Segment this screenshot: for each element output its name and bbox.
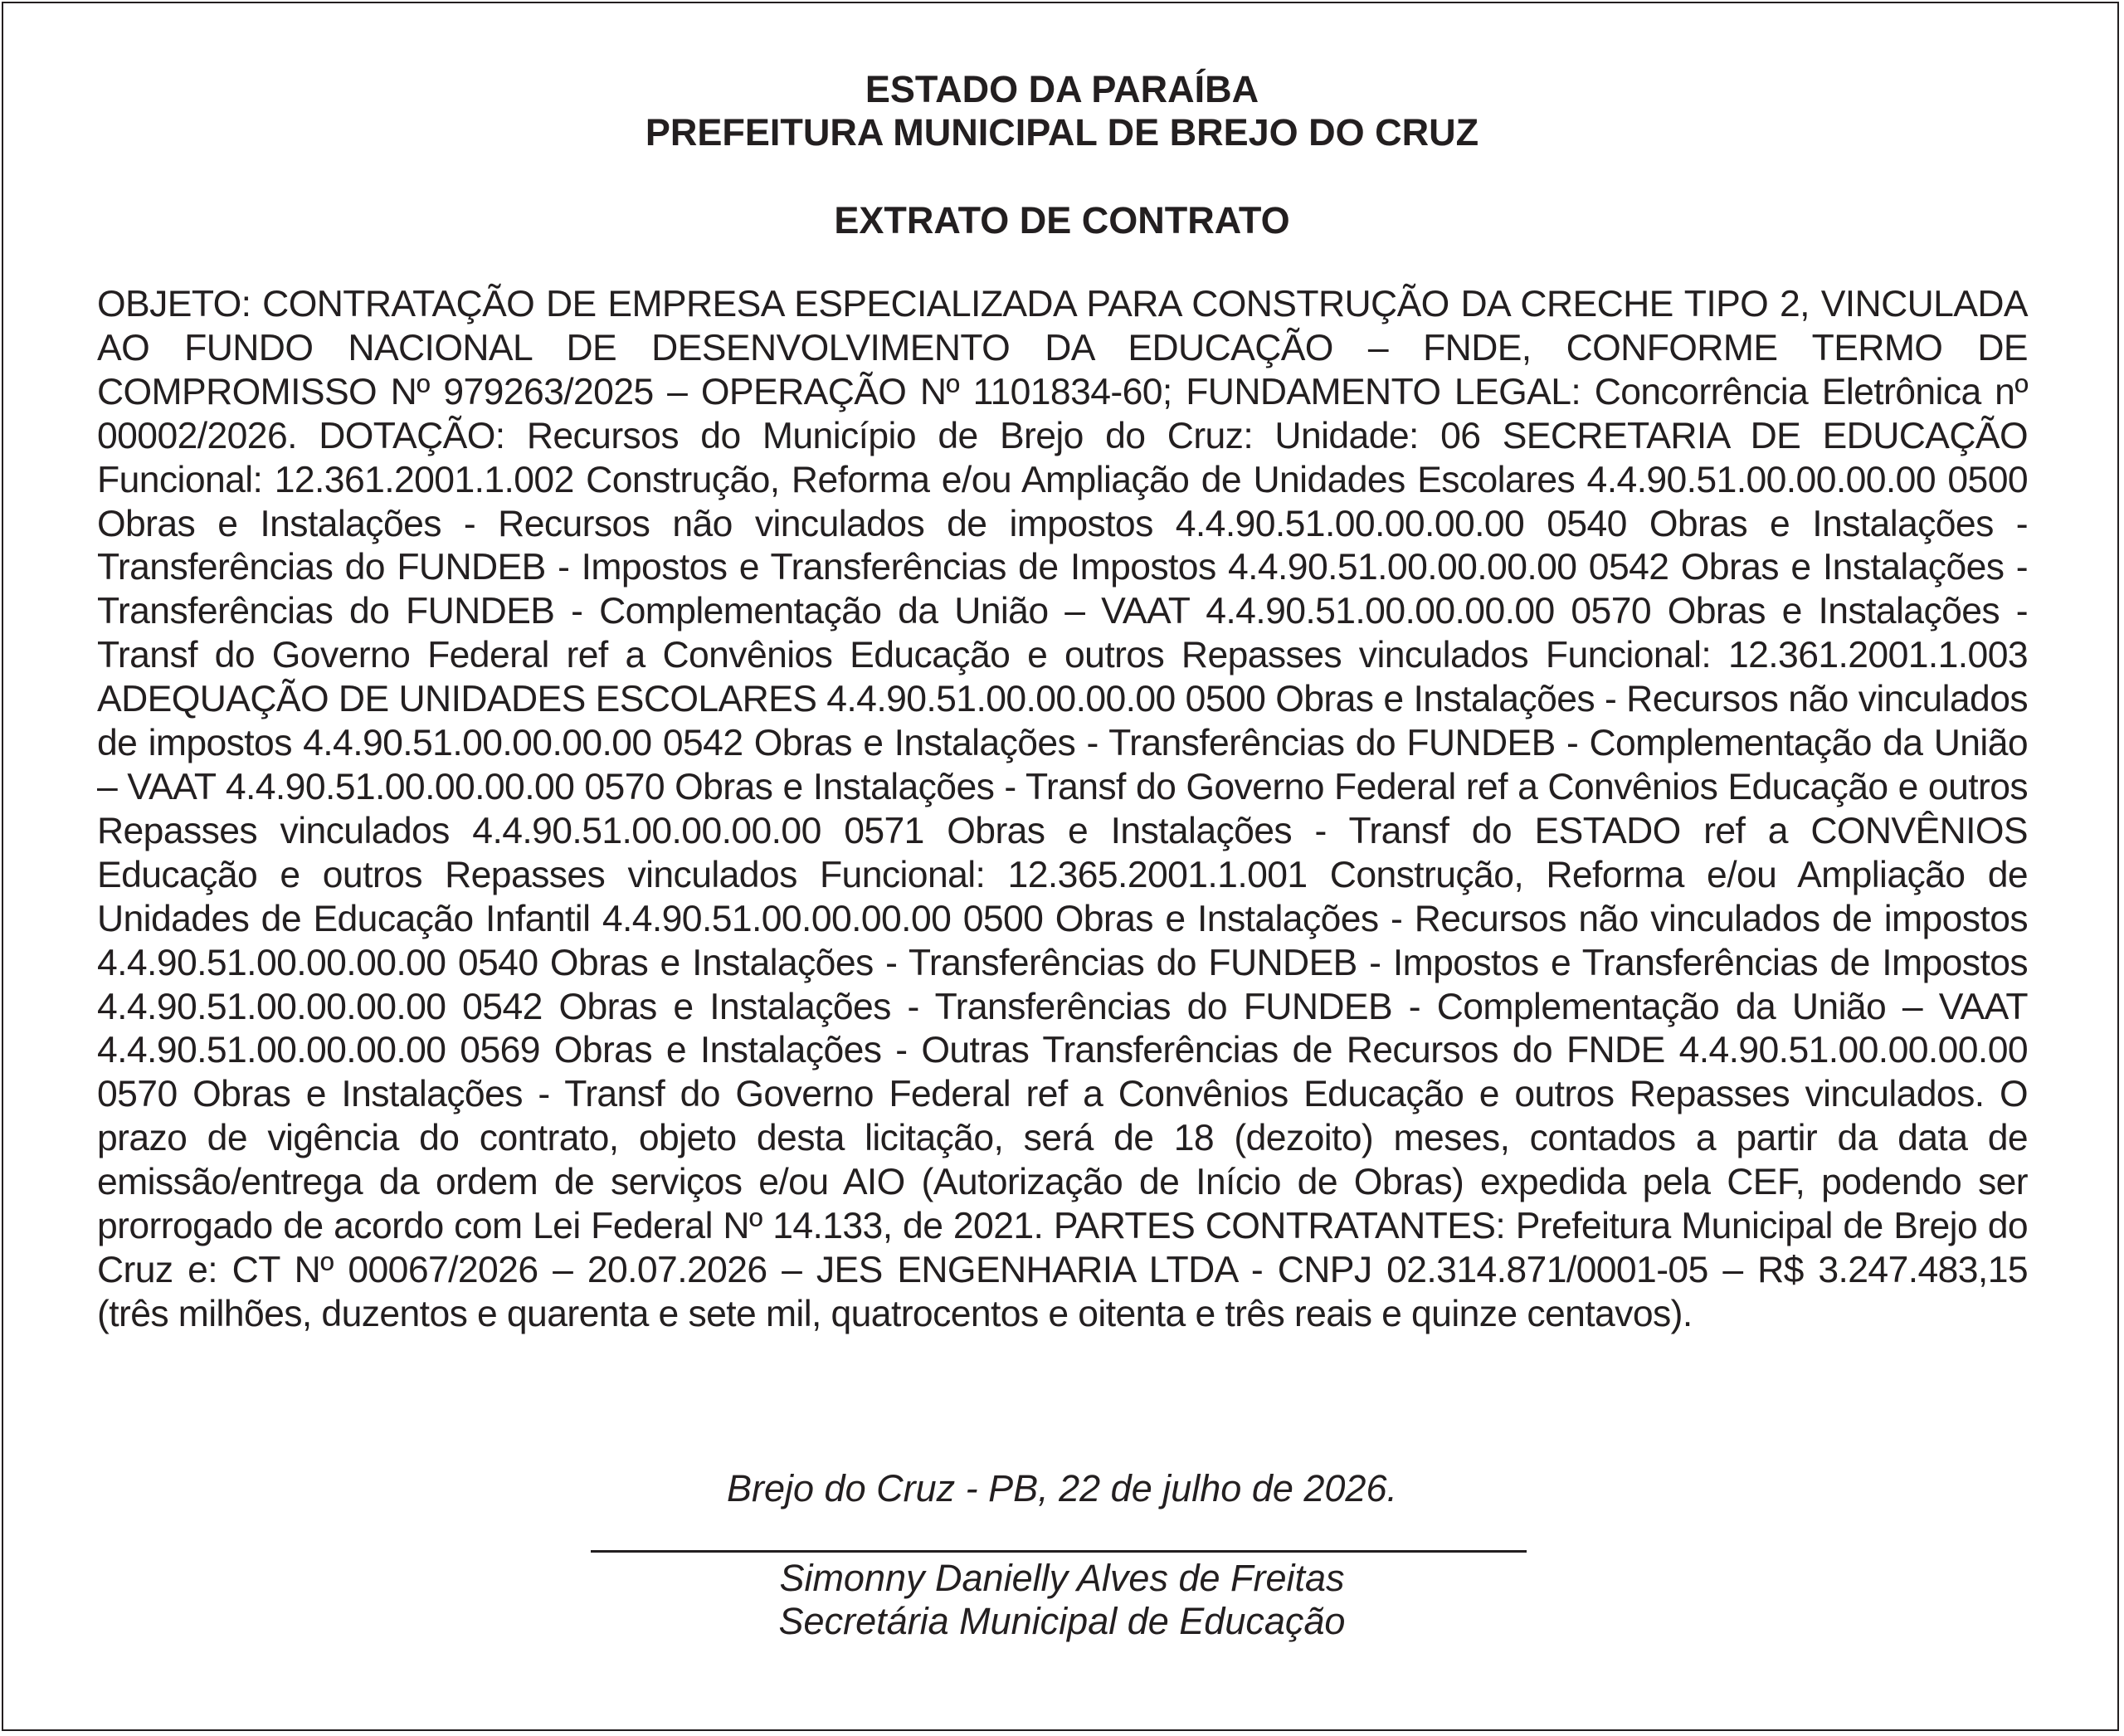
- state-name: ESTADO DA PARAÍBA: [865, 68, 1259, 110]
- contract-extract-body: OBJETO: CONTRATAÇÃO DE EMPRESA ESPECIALIZADA PARA CONSTRUÇÃO DA CRECHE TIPO 2, VINCULADA AO FUNDO NACIONAL DE DESENVOLVIMENTO DA EDUCAÇÃO – FNDE, CONFORME TERMO DE COMPROMISSO Nº 979263/2025 – OPERAÇÃO Nº 1101834-60; FUNDAMENTO LEGAL: Concorrência Eletrônica nº 00002/2026. DOTAÇÃO: Recursos do Município de Brejo do Cruz: Unidade: 06 SECRETARIA DE EDUCAÇÃO Funcional: 12.361.2001.1.002 Construção, Reforma e/ou Ampliação de Unidades Escolares 4.4.90.51.00.00.00.00 0500 Obras e Instalações - Recursos não vinculados de impostos 4.4.90.51.00.00.00.00 0540 Obras e Instalações - Transferências do FUNDEB - Impostos e Transferências de Impostos 4.4.90.51.00.00.00.00 0542 Obras e Instalações - Transferências do FUNDEB - Complementação da União – VAAT 4.4.90.51.00.00.00.00 0570 Obras e Instalações - Transf do Governo Federal ref a Convênios Educação e outros Repasses vinculados Funcional: 12.361.2001.1.003 ADEQUAÇÃO DE UNIDADES ESCOLARES 4.4.90.51.00.00.00.00 0500 Obras e Instalações - Recursos não vinculados de impostos 4.4.90.51.00.00.00.00 0542 Obras e Instalações - Transferências do FUNDEB - Complementação da União – VAAT 4.4.90.51.00.00.00.00 0570 Obras e Instalações - Transf do Governo Federal ref a Convênios Educação e outros Repasses vinculados 4.4.90.51.00.00.00.00 0571 Obras e Instalações - Transf do ESTADO ref a CONVÊNIOS Educação e outros Repasses vinculados Funcional: 12.365.2001.1.001 Construção, Reforma e/ou Ampliação de Unidades de Educação Infantil 4.4.90.51.00.00.00.00 0500 Obras e Instalações - Recursos não vinculados de impostos 4.4.90.51.00.00.00.00 0540 Obras e Instalações - Transferências do FUNDEB - Impostos e Transferências de Impostos 4.4.90.51.00.00.00.00 0542 Obras e Instalações - Transferências do FUNDEB - Complementação da União – VAAT 4.4.90.51.00.00.00.00 0569 Obras e Instalações - Outras Transferências de Recursos do FNDE 4.4.90.51.00.00.00.00 0570 Obras e Instalações - Transf do Governo Federal ref a Convênios Educação e outros Repasses vinculados. O prazo de vigência do contrato, objeto desta licitação, será de 18 (dezoito) meses, contados a partir da data de emissão/entrega da ordem de serviços e/ou AIO (Autorização de Início de Obras) expedida pela CEF, podendo ser prorrogado de acordo com Lei Federal Nº 14.133, de 2021. PARTES CONTRATANTES: Prefeitura Municipal de Brejo do Cruz e: CT Nº 00067/2026 – 20.07.2026 – JES ENGENHARIA LTDA - CNPJ 02.314.871/0001-05 – R$ 3.247.483,15 (três milhões, duzentos e quarenta e sete mil, quatrocentos e oitenta e três reais e quinze centavos).: [97, 284, 2028, 1334]
- signer-role: Secretária Municipal de Educação: [778, 1600, 1346, 1642]
- place-and-date: Brejo do Cruz - PB, 22 de julho de 2026.: [726, 1467, 1397, 1509]
- document-header: [0, 68, 2124, 154]
- signature-line: [591, 1550, 1527, 1553]
- municipality-name: PREFEITURA MUNICIPAL DE BREJO DO CRUZ: [645, 111, 1479, 154]
- document-title: EXTRATO DE CONTRATO: [834, 199, 1290, 241]
- signer-name: Simonny Danielly Alves de Freitas: [779, 1557, 1345, 1599]
- signer-block: [0, 1557, 2124, 1643]
